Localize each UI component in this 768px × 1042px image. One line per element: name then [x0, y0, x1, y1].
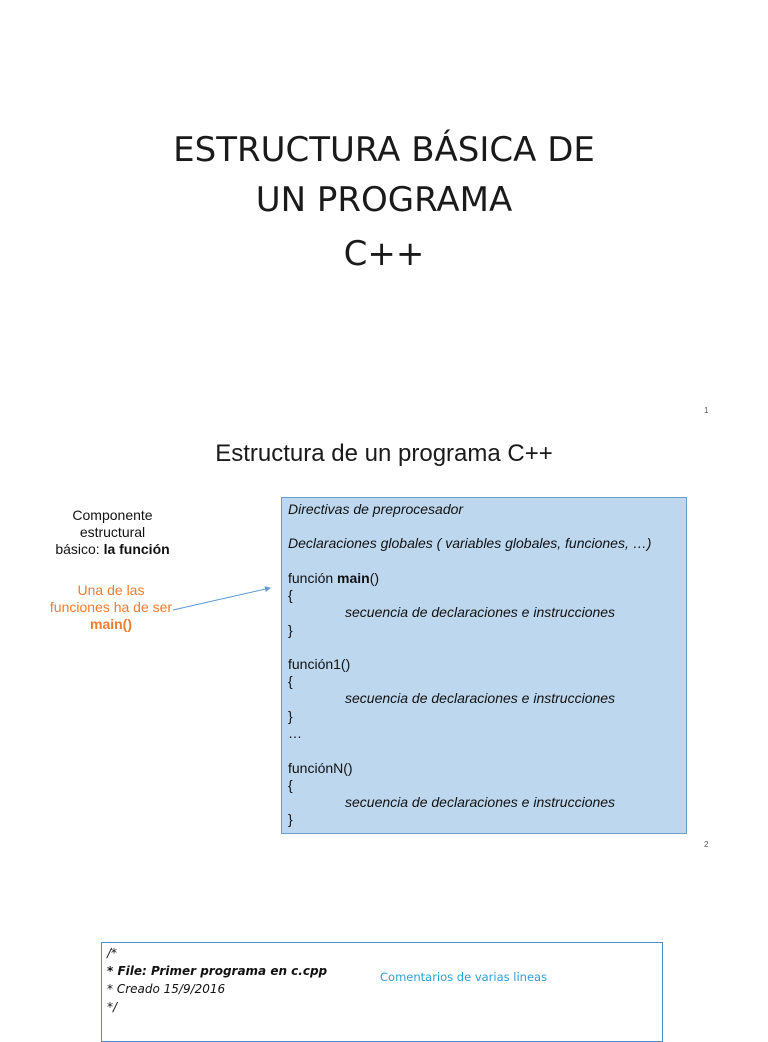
directives-line: Directivas de preprocesador — [288, 501, 464, 517]
multiline-comment-note: Comentarios de varias lineas — [380, 970, 548, 984]
component-label-prefix: básico: — [55, 541, 104, 557]
component-label-line-2: estructural — [79, 524, 146, 540]
functionN-close-brace: } — [288, 811, 293, 827]
main-prefix: función — [288, 570, 338, 586]
title-line-2: UN PROGRAMA — [255, 180, 513, 220]
function1-open-brace: { — [288, 673, 293, 689]
code-line-2: * File: Primer programa en c.cpp — [107, 964, 328, 978]
component-label-line-3 — [40, 541, 185, 558]
functionN-open-brace: { — [288, 777, 293, 793]
main-note-line-1: Una de las — [77, 582, 145, 598]
functionN-body: secuencia de declaraciones e instrucciones — [345, 794, 616, 810]
functionN-line: funciónN() — [288, 760, 353, 776]
main-open-brace: { — [288, 587, 293, 603]
function1-close-brace: } — [288, 708, 293, 724]
code-box — [101, 942, 663, 1042]
page-number-2: 2 — [704, 840, 709, 849]
title-line-1: ESTRUCTURA BÁSICA DE — [173, 130, 595, 170]
main-note-line-3 — [28, 616, 194, 633]
component-label-bold: la función — [103, 541, 170, 557]
arrow-to-main — [170, 580, 280, 616]
main-note-bold: main() — [90, 616, 132, 632]
function1-line: función1() — [288, 656, 351, 672]
program-structure-box — [281, 497, 687, 834]
code-line-3: * Creado 15/9/2016 — [107, 982, 226, 996]
code-line-1: /* — [107, 946, 118, 960]
title-line-3: C++ — [343, 234, 425, 274]
main-suffix: () — [369, 570, 380, 586]
main-close-brace: } — [288, 622, 293, 638]
ellipsis-line: … — [288, 725, 302, 741]
component-label — [40, 507, 185, 558]
component-label-line-1: Componente — [72, 507, 153, 523]
code-line-4: */ — [107, 1000, 118, 1014]
function1-body: secuencia de declaraciones e instrucciones — [345, 690, 616, 706]
main-body: secuencia de declaraciones e instrucciones — [345, 604, 616, 620]
globals-line: Declaraciones globales ( variables globales, funciones, …) — [288, 535, 652, 551]
main-note-line-2: funciones ha de ser — [49, 599, 173, 615]
main-bold: main — [337, 570, 370, 586]
page-number-1: 1 — [704, 406, 709, 415]
main-function-line — [288, 570, 379, 586]
slide-2-title: Estructura de un programa C++ — [215, 440, 553, 467]
